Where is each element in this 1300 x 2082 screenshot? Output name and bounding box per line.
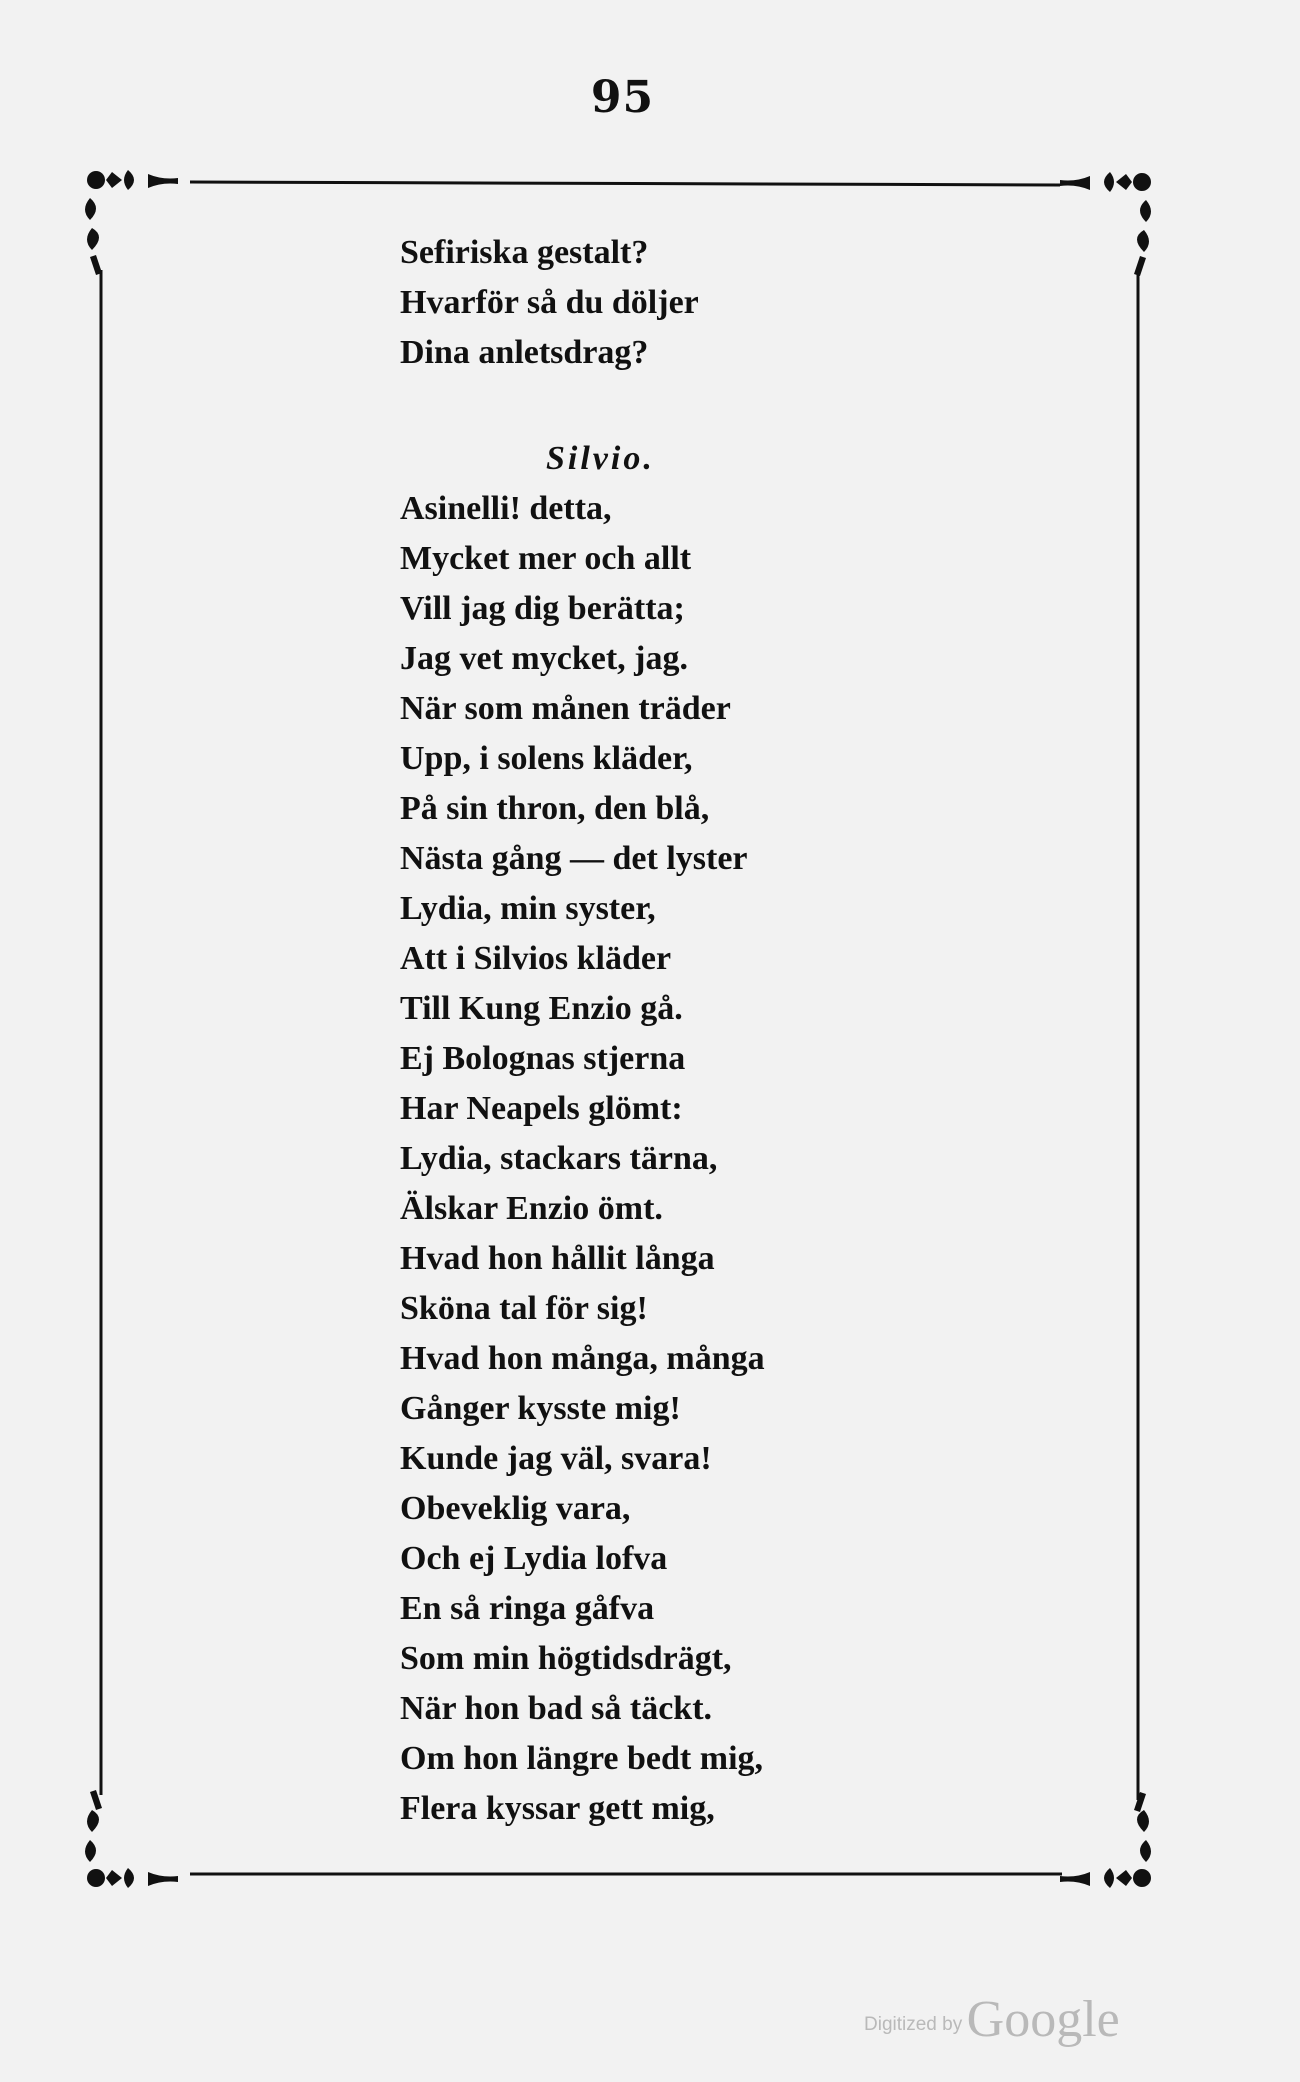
corner-ornament-bottom-left — [85, 1790, 178, 1888]
poem-line: Vill jag dig berätta; — [400, 590, 685, 627]
digitized-credit — [864, 1990, 1120, 2049]
corner-ornament-top-left — [85, 170, 178, 275]
poem-line: Sefiriska gestalt? — [400, 234, 649, 271]
poem-line: Sköna tal för sig! — [400, 1290, 648, 1327]
poem-line: Upp, i solens kläder, — [400, 740, 693, 777]
credit-prefix: Digitized by — [864, 2014, 963, 2035]
poem-line: Kunde jag väl, svara! — [400, 1440, 712, 1477]
poem-line: Ej Bolognas stjerna — [400, 1040, 686, 1077]
poem-line: Om hon längre bedt mig, — [400, 1740, 764, 1777]
poem-line: Lydia, min syster, — [400, 890, 656, 927]
poem-line: Mycket mer och allt — [400, 540, 692, 577]
poem-line: Och ej Lydia lofva — [400, 1540, 668, 1577]
poem-line: Asinelli! detta, — [400, 490, 612, 527]
poem-line: Hvad hon hållit långa — [400, 1240, 715, 1277]
poem-line: Att i Silvios kläder — [400, 940, 672, 977]
poem-line: Jag vet mycket, jag. — [400, 640, 688, 677]
poem-line: När som månen träder — [400, 690, 731, 727]
poem-line: Flera kyssar gett mig, — [400, 1790, 715, 1827]
page-number: 95 — [590, 72, 655, 123]
poem-line: Gånger kysste mig! — [400, 1390, 681, 1427]
stanza-spacer — [400, 378, 1000, 434]
poem-line: Nästa gång — det lyster — [400, 840, 748, 877]
poem-line: Som min högtidsdrägt, — [400, 1640, 732, 1677]
poem-line: Till Kung Enzio gå. — [400, 990, 683, 1027]
corner-ornament-bottom-right — [1060, 1792, 1151, 1888]
poem-line: Dina anletsdrag? — [400, 334, 649, 371]
poem-line: Hvarför så du döljer — [400, 284, 699, 321]
poem-line: Lydia, stackars tärna, — [400, 1140, 718, 1177]
poem-line: Hvad hon många, många — [400, 1340, 765, 1377]
poem-line: När hon bad så täckt. — [400, 1690, 713, 1727]
speaker-name: Silvio. — [546, 440, 655, 477]
poem-text — [400, 228, 1000, 1834]
poem-line: En så ringa gåfva — [400, 1590, 655, 1627]
poem-line: På sin thron, den blå, — [400, 790, 710, 827]
poem-line: Älskar Enzio ömt. — [400, 1190, 663, 1227]
poem-line: Obeveklig vara, — [400, 1490, 631, 1527]
google-logo: Google — [966, 1991, 1120, 2048]
poem-line: Har Neapels glömt: — [400, 1090, 683, 1127]
corner-ornament-top-right — [1060, 172, 1151, 276]
